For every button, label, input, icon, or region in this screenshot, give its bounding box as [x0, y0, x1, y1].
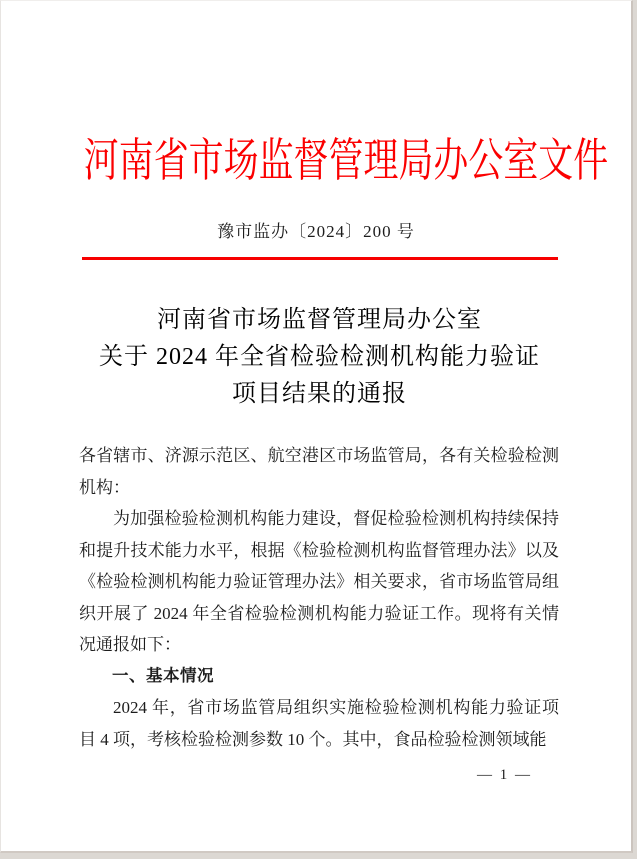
letterhead-title-text: 河南省市场监督管理局办公室文件 — [83, 135, 609, 186]
document-number: 豫市监办〔2024〕200 号 — [217, 222, 415, 241]
title-line-3: 项目结果的通报 — [232, 381, 407, 407]
document-body — [79, 440, 559, 755]
salutation: 各省辖市、济源示范区、航空港区市场监管局，各有关检验检测机构： — [79, 446, 559, 497]
title-line-1: 河南省市场监督管理局办公室 — [157, 307, 482, 333]
document-title — [41, 302, 598, 413]
title-line-2: 关于 2024 年全省检验检测机构能力验证 — [99, 344, 540, 370]
letterhead-title — [1, 131, 631, 191]
section-heading: 一、基本情况 — [112, 666, 214, 685]
section-paragraph: 2024 年，省市场监管局组织实施检验检测机构能力验证项目 4 项，考核检验检测参数 10 个。其中，食品检验检测领域能 — [79, 698, 559, 749]
red-divider-line — [82, 257, 558, 260]
page-number: — 1 — — [477, 767, 532, 783]
intro-paragraph: 为加强检验检测机构能力建设，督促检验检测机构持续保持和提升技术能力水平，根据《检验检测机构监督管理办法》以及《检验检测机构能力验证管理办法》相关要求，省市场监管局组织开展了 2024 年全省检验检测机构能力验证工作。现将有关情况通报如下： — [79, 509, 559, 654]
